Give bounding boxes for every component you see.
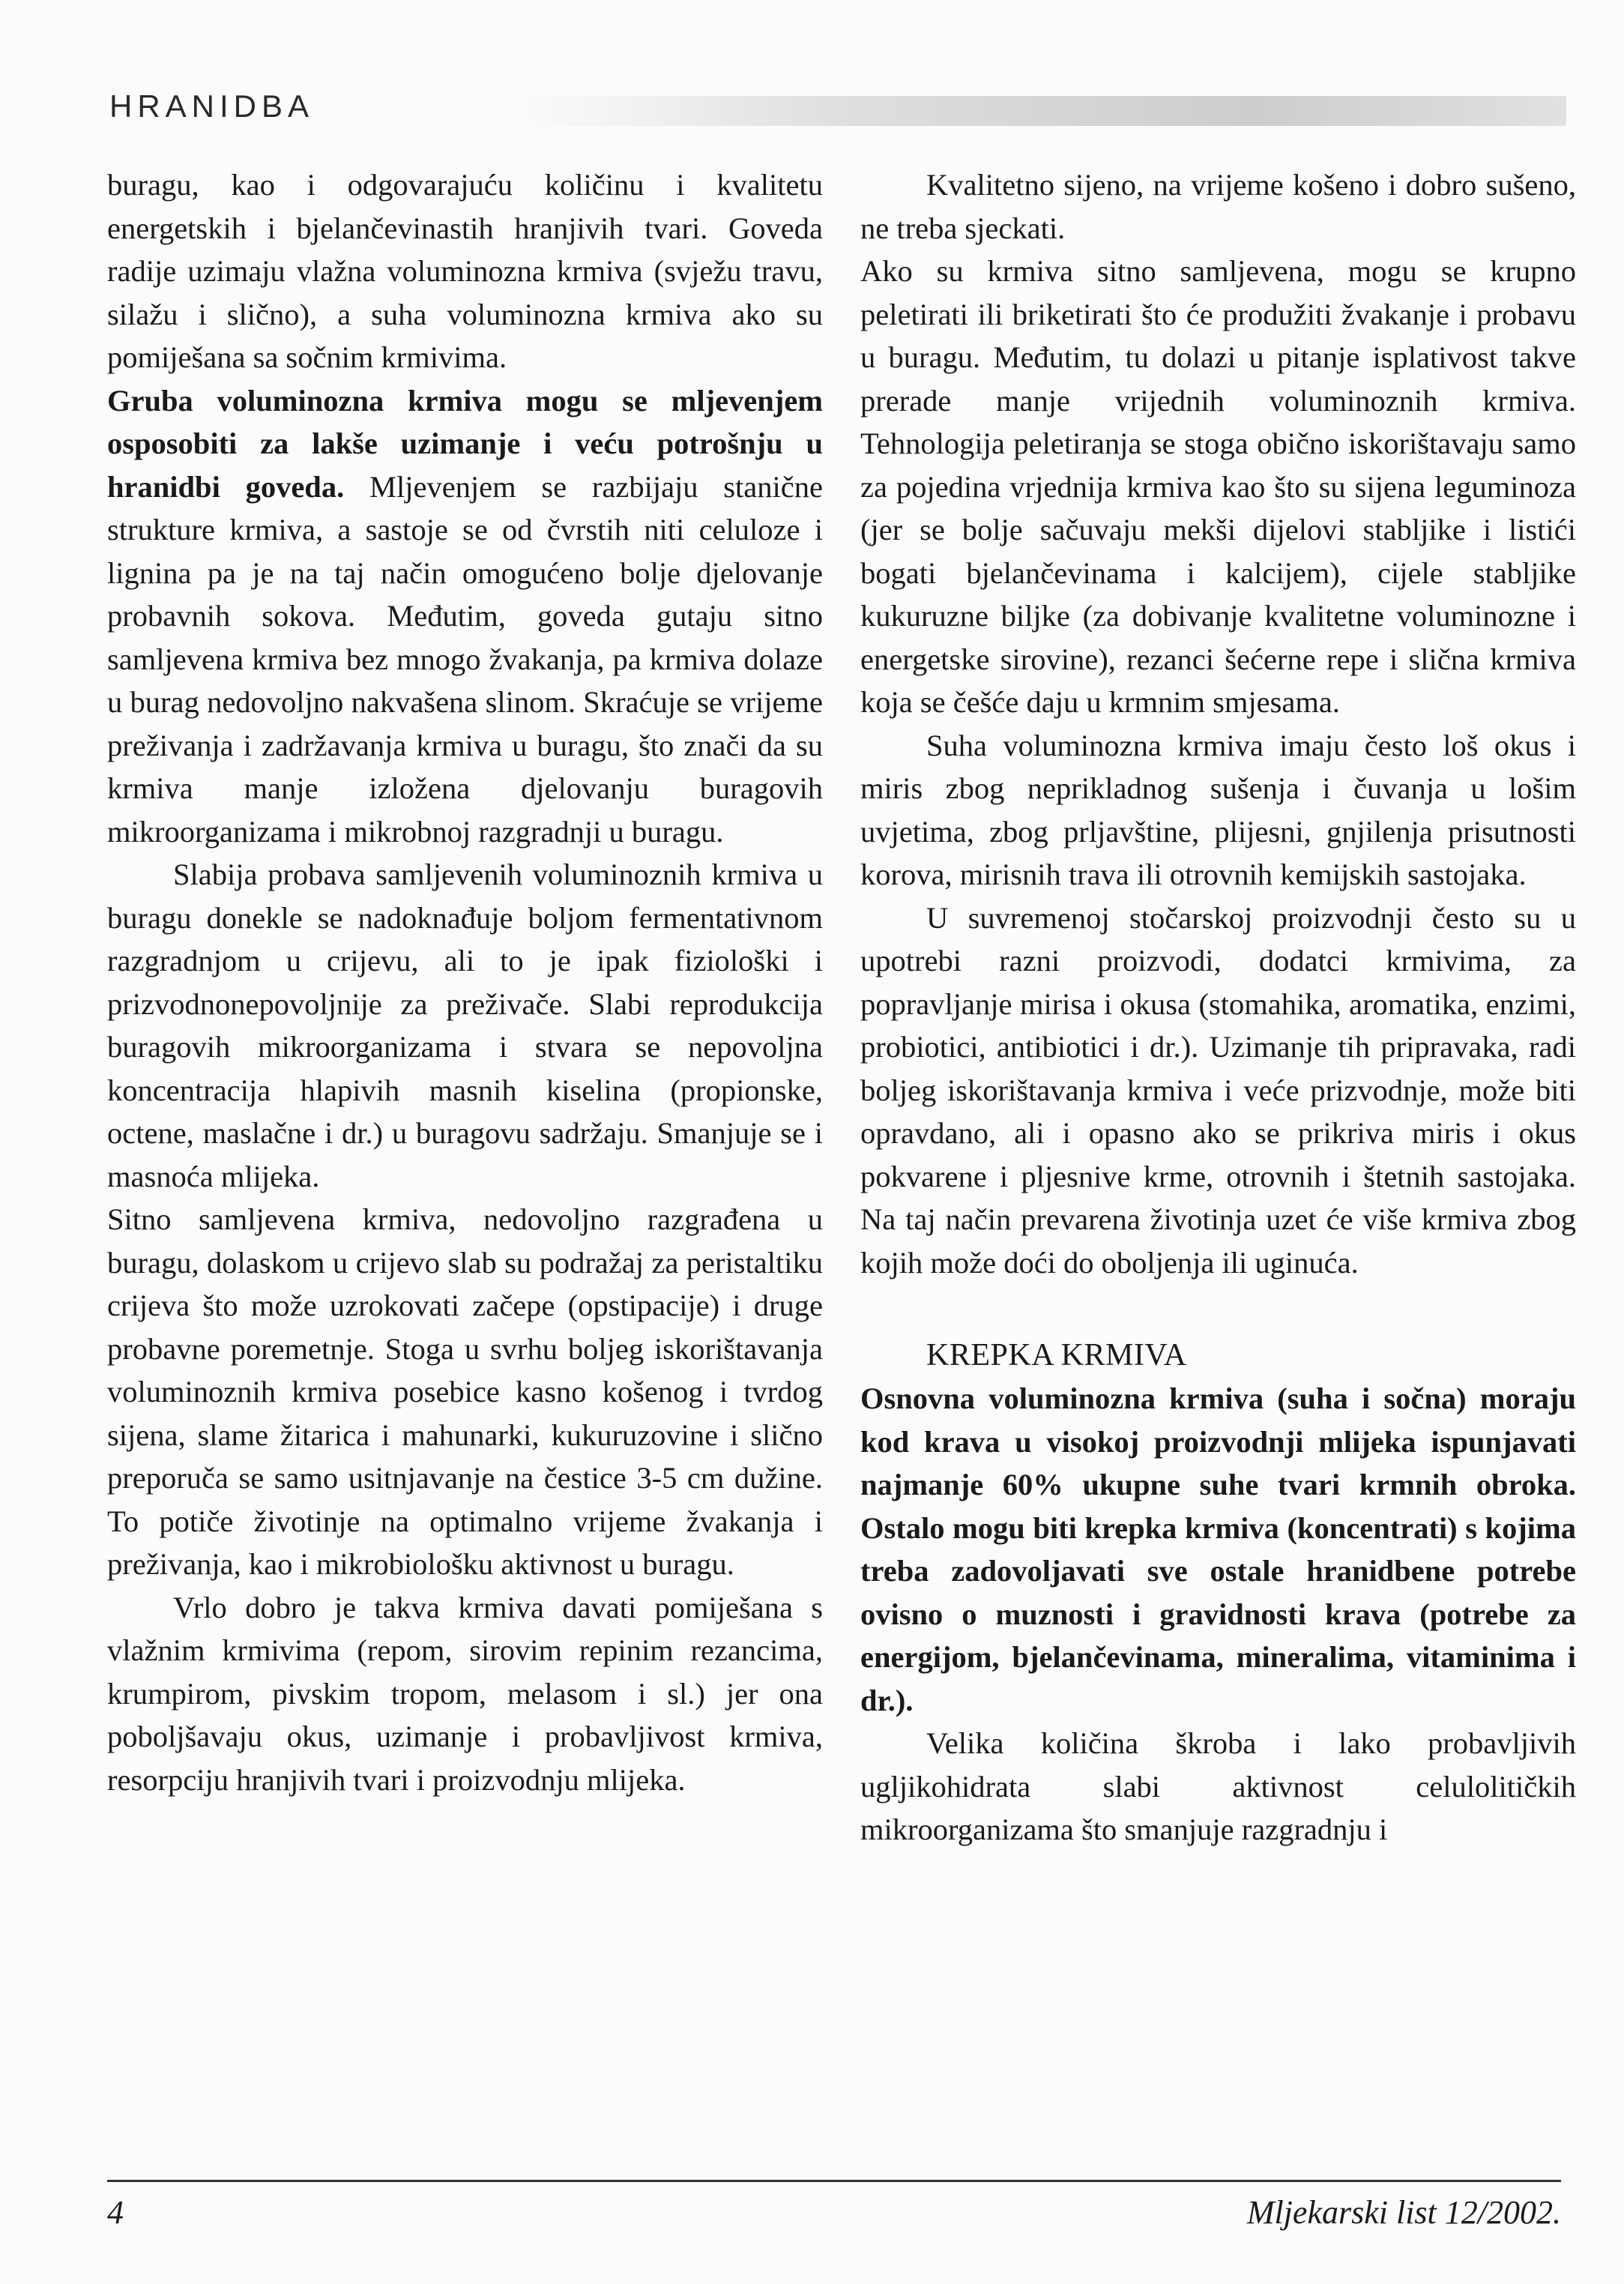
bold-lead: Gruba voluminozna krmiva mogu se mljevenjem osposobiti za lakše uzimanje i veću potrošnju u hranidbi goveda. — [107, 383, 823, 504]
paragraph — [107, 379, 823, 854]
paragraph: Slabija probava samljevenih voluminoznih krmiva u buragu donekle se nadoknađuje boljom fermentativnom razgradnjom u crijevu, ali to je ipak fiziološki i prizvodnonepovoljnije za preživače. Slabi reprodukcija buragovih mikroorganizama i stvara se nepovoljna koncentracija hlapivih masnih kiselina (propionske, octene, maslačne i dr.) u buragovu sadržaju. Smanjuje se i masnoća mlijeka. — [107, 858, 823, 1193]
paragraph: Vrlo dobro je takva krmiva davati pomiješana s vlažnim krmivima (repom, sirovim repinim rezancima, krumpirom, pivskim tropom, melasom i sl.) jer ona poboljšavaju okus, uzimanje i probavljivost krmiva, resorpciju hranjivih tvari i proizvodnju mlijeka. — [107, 1590, 823, 1797]
paragraph-text: Mljevenjem se razbijaju stanične strukture krmiva, a sastoje se od čvrstih niti celuloze i lignina pa je na taj način omogućeno bolje djelovanje probavnih sokova. Međutim, goveda gutaju sitno samljevena krmiva bez mnogo žvakanja, pa krmiva dolaze u burag nedovoljno nakvašena slinom. Skraćuje se vrijeme preživanja i zadržavanja krmiva u buragu, što znači da su krmiva manje izložena djelovanju buragovih mikroorganizama i mikrobnoj razgradnji u buragu. — [107, 469, 823, 849]
section-header: HRANIDBA — [109, 88, 315, 124]
paragraph: Kvalitetno sijeno, na vrijeme košeno i dobro sušeno, ne treba sjeckati. — [860, 168, 1576, 245]
paragraph: Velika količina škroba i lako probavljivih ugljikohidrata slabi aktivnost celulolitičkih mikroorganizama što smanjuje razgradnju i — [860, 1726, 1576, 1846]
paragraph: Sitno samljevena krmiva, nedovoljno razgrađena u buragu, dolaskom u crijevo slab su podražaj za peristaltiku crijeva što može uzrokovati začepe (opstipacije) i druge probavne poremetnje. Stoga u svrhu boljeg iskorištavanja voluminoznih krmiva posebice kasno košenog i tvrdog sijena, slame žitarica i mahunarki, kukuruzovine i slično preporuča se samo usitnjavanje na čestice 3-5 cm dužine. To potiče životinje na optimalno vrijeme žvakanja i preživanja, kao i mikrobiološku aktivnost u buragu. — [107, 1202, 823, 1581]
journal-name: Mljekarski list 12/2002. — [1246, 2194, 1561, 2231]
paragraph: U suvremenoj stočarskoj proizvodnji često su u upotrebi razni proizvodi, dodatci krmivima, za popravljanje mirisa i okusa (stomahika, aromatika, enzimi, probiotici, antibiotici i dr.). Uzimanje tih pripravaka, radi boljeg iskorištavanja krmiva i veće prizvodnje, može biti opravdano, ali i opasno ako se prikriva miris i okus pokvarene i pljesnive krme, otrovnih i štetnih sastojaka. Na taj način prevarena životinja uzet će više krmiva zbog kojih može doći do oboljenja ili uginuća. — [860, 900, 1576, 1280]
header-scan-band — [525, 96, 1566, 126]
paragraph: Ako su krmiva sitno samljevena, mogu se krupno peletirati ili briketirati što će produžiti žvakanje i probavu u buragu. Međutim, tu dolazi u pitanje isplativost takve prerade manje vrijednih voluminoznih krmiva. Tehnologija peletiranja se stoga obično iskorištavaju samo za pojedina vrjednija krmiva kao što su sijena leguminoza (jer se bolje sačuvaju mekši dijelovi stabljike i listići bogati bjelančevinama i kalcijem), cijele stabljike kukuruzne biljke (za dobivanje kvalitetne voluminozne i energetske sirovine), rezanci šećerne repe i slična krmiva koja se češće daju u krmnim smjesama. — [860, 254, 1576, 719]
bold-paragraph: Osnovna voluminozna krmiva (suha i sočna) moraju kod krava u visokoj proizvodnji mlijeka ispunjavati najmanje 60% ukupne suhe tvari krmnih obroka. Ostalo mogu biti krepka krmiva (koncentrati) s kojima treba zadovoljavati sve ostale hranidbene potrebe ovisno o muznosti i gravidnosti krava (potrebe za energijom, bjelančevinama, mineralima, vitaminima i dr.). — [860, 1381, 1576, 1717]
left-column — [107, 163, 823, 1801]
right-column — [860, 163, 1576, 1851]
section-title: KREPKA KRMIVA — [926, 1338, 1187, 1372]
footer-rule — [107, 2180, 1561, 2182]
page-number: 4 — [107, 2194, 124, 2231]
paragraph: Suha voluminozna krmiva imaju često loš okus i miris zbog neprikladnog sušenja i čuvanja u lošim uvjetima, zbog prljavštine, plijesni, gnjilenja prisutnosti korova, mirisnih trava ili otrovnih kemijskih sastojaka. — [860, 728, 1576, 891]
paragraph: buragu, kao i odgovarajuću količinu i kvalitetu energetskih i bjelančevinastih hranjivih tvari. Goveda radije uzimaju vlažna voluminozna krmiva (svježu travu, silažu i slično), a suha voluminozna krmiva ako su pomiješana sa sočnim krmivima. — [107, 168, 823, 374]
